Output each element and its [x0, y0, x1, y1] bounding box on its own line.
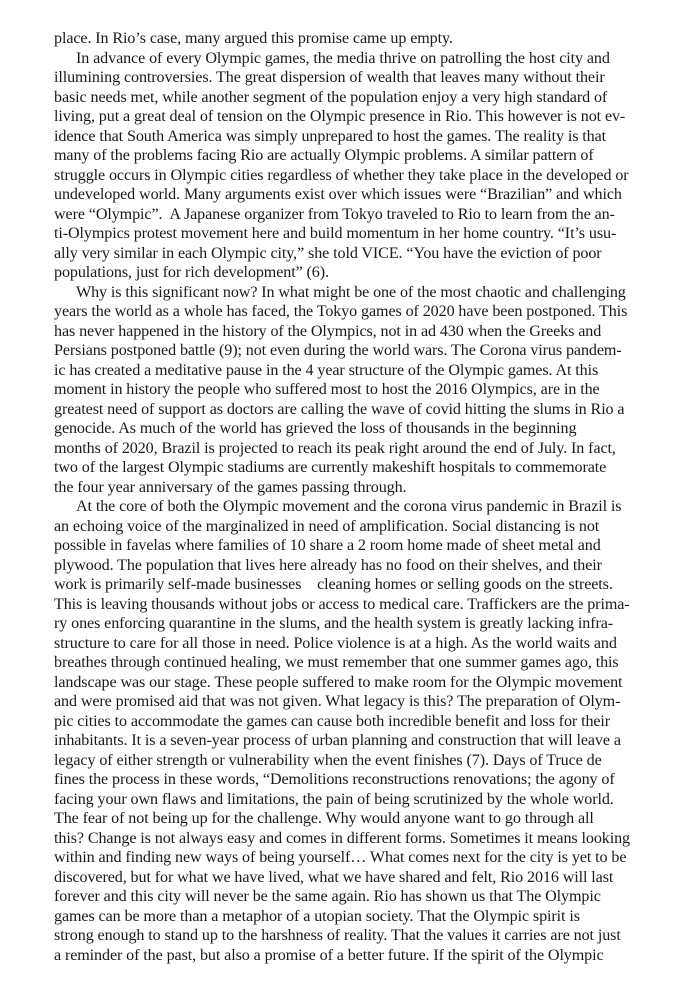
text-line: idence that South America was simply unprepared to host the games. The reality is that: [54, 127, 607, 145]
paragraph-first-line: In advance of every Olympic games, the media thrive on patrolling the host city and: [76, 49, 610, 67]
text-line: ally very similar in each Olympic city,” she told VICE. “You have the eviction of poor: [54, 244, 602, 262]
text-line: facing your own flaws and limitations, the pain of being scrutinized by the whole world.: [54, 790, 614, 808]
text-line: the four year anniversary of the games passing through.: [54, 478, 407, 496]
text-line: years the world as a whole has faced, the Tokyo games of 2020 have been postponed. This: [54, 303, 628, 320]
text-line: strong enough to stand up to the harshness of reality. That the values it carries are not just: [54, 927, 621, 944]
text-line: moment in history the people who suffered most to host the 2016 Olympics, are in the: [54, 381, 600, 398]
text-line: struggle occurs in Olympic cities regardless of whether they take place in the developed or: [54, 166, 629, 184]
text-line: living, put a great deal of tension on the Olympic presence in Rio. This however is not ev-: [54, 108, 626, 125]
text-line: Persians postponed battle (9); not even during the world wars. The Corona virus pandem-: [54, 342, 622, 359]
text-line: basic needs met, while another segment of the population enjoy a very high standard of: [54, 88, 608, 106]
text-line: populations, just for rich development” (6).: [54, 264, 329, 281]
text-line: inhabitants. It is a seven-year process of urban planning and construction that will leave a: [54, 732, 621, 749]
text-line: structure to care for all those in need. Police violence is at a high. As the world waits and: [54, 634, 617, 652]
paragraph-first-line: Why is this significant now? In what might be one of the most chaotic and challenging: [76, 283, 626, 301]
text-line: pic cities to accommodate the games can cause both incredible benefit and loss for their: [54, 712, 611, 730]
text-line: undeveloped world. Many arguments exist over which issues were “Brazilian” and which: [54, 186, 622, 203]
text-line: possible in favelas where families of 10 share a 2 room home made of sheet metal and: [54, 537, 601, 554]
text-line: breathes through continued healing, we must remember that one summer games ago, this: [54, 654, 619, 671]
text-line: ry ones enforcing quarantine in the slums, and the health system is greatly lacking infra-: [54, 615, 614, 632]
text-line: games can be more than a metaphor of a utopian society. That the Olympic spirit is: [54, 907, 580, 925]
text-line: greatest need of support as doctors are calling the wave of covid hitting the slums in Rio a: [54, 400, 625, 418]
text-line: ti-Olympics protest movement here and build momentum in her home country. “It’s usu-: [54, 225, 617, 242]
text-line: months of 2020, Brazil is projected to reach its peak right around the end of July. In fact,: [54, 439, 616, 457]
text-line: discovered, but for what we have lived, what we have shared and felt, Rio 2016 will last: [54, 868, 614, 886]
text-line: legacy of either strength or vulnerability when the event finishes (7). Days of Truce de: [54, 751, 602, 769]
text-line: place. In Rio’s case, many argued this promise came up empty.: [54, 30, 453, 47]
text-line: ic has created a meditative pause in the 4 year structure of the Olympic games. At this: [54, 361, 599, 379]
text-line: genocide. As much of the world has grieved the loss of thousands in the beginning: [54, 420, 577, 437]
text-line: this? Change is not always easy and comes in different forms. Sometimes it means looking: [54, 829, 630, 847]
text-line: two of the largest Olympic stadiums are currently makeshift hospitals to commemorate: [54, 459, 607, 476]
text-line: plywood. The population that lives here already has no food on their shelves, and their: [54, 556, 602, 574]
document-body: [54, 29, 694, 965]
text-line: has never happened in the history of the Olympics, not in ad 430 when the Greeks and: [54, 322, 602, 340]
text-line: and were promised aid that was not given. What legacy is this? The preparation of Olym-: [54, 693, 621, 710]
text-line: a reminder of the past, but also a promise of a better future. If the spirit of the Olympic: [54, 946, 604, 964]
paragraph-first-line: At the core of both the Olympic movement and the corona virus pandemic in Brazil is: [76, 498, 622, 515]
text-line: an echoing voice of the marginalized in need of amplification. Social distancing is not: [54, 517, 600, 535]
text-line: within and finding new ways of being yourself… What comes next for the city is yet to be: [54, 849, 627, 866]
text-line: The fear of not being up for the challenge. Why would anyone want to go through all: [54, 810, 594, 827]
text-line: landscape was our stage. These people suffered to make room for the Olympic movement: [54, 673, 623, 691]
text-line: illumining controversies. The great dispersion of wealth that leaves many without their: [54, 69, 605, 86]
text-line: were “Olympic”. A Japanese organizer from Tokyo traveled to Rio to learn from the an-: [54, 205, 615, 223]
text-line: This is leaving thousands without jobs or access to medical care. Traffickers are the prima-: [54, 595, 630, 613]
text-line: many of the problems facing Rio are actually Olympic problems. A similar pattern of: [54, 147, 594, 164]
text-line: forever and this city will never be the same again. Rio has shown us that The Olympic: [54, 888, 601, 905]
text-line: fines the process in these words, “Demolitions reconstructions renovations; the agony of: [54, 771, 615, 788]
text-line: work is primarily self-made businesses cleaning homes or selling goods on the streets.: [54, 576, 613, 593]
